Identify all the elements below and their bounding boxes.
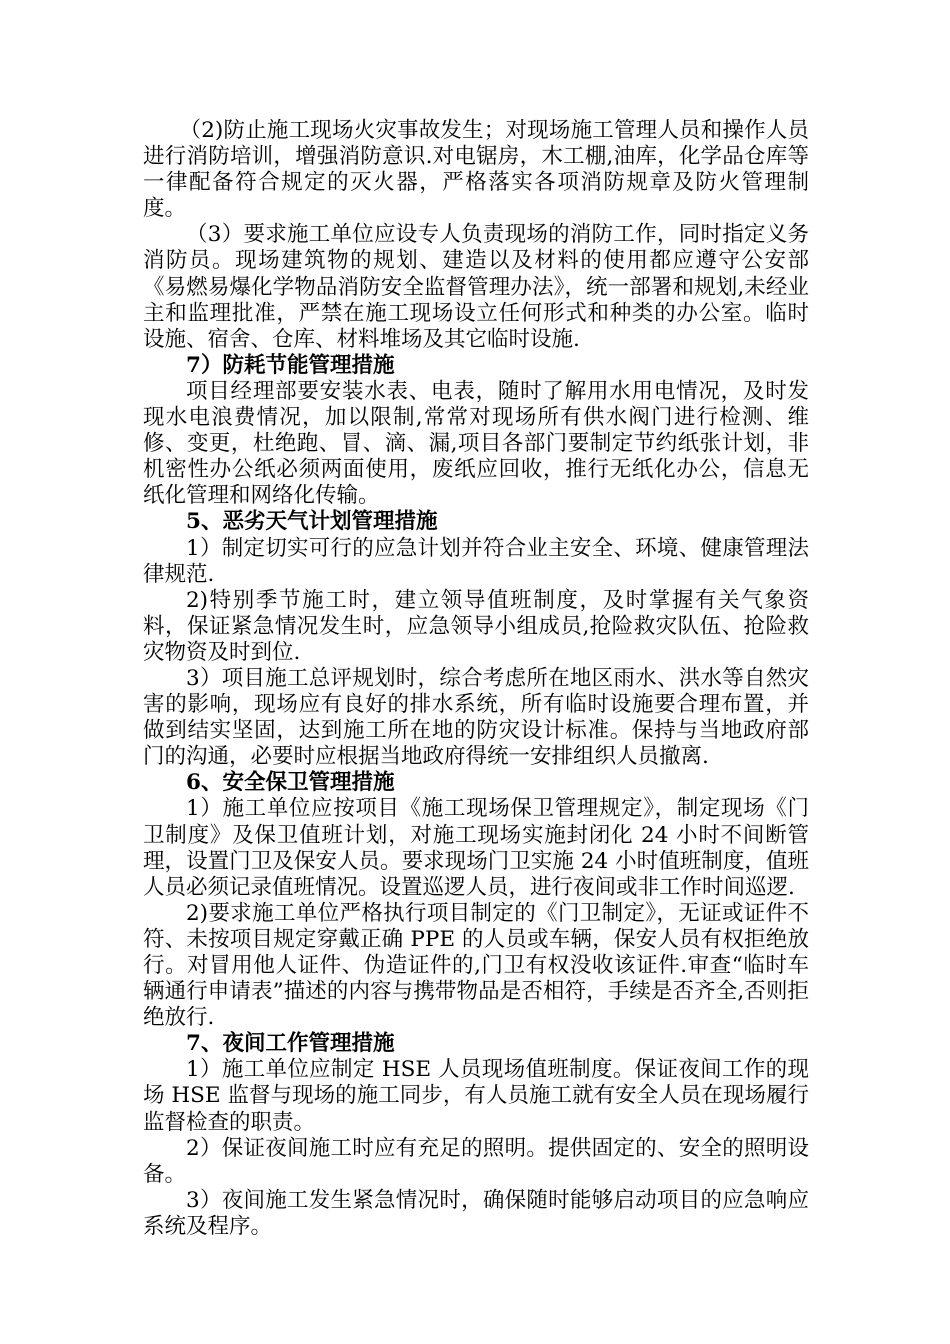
paragraph-weather-1: 1）制定切实可行的应急计划并符合业主安全、环境、健康管理法律规范. [143, 535, 809, 587]
paragraph-weather-3: 3）项目施工总评规划时，综合考虑所在地区雨水、洪水等自然灾害的影响，现场应有良好的排水系统，所有临时设施要合理布置，并做到结实坚固，达到施工所在地的防灾设计标准。保持与当地政府部门的沟通，必要时应根据当地政府得统一安排组织人员撤离. [143, 665, 809, 770]
heading-bad-weather: 5、恶劣天气计划管理措施 [186, 509, 438, 535]
heading-energy-saving: 7）防耗节能管理措施 [186, 352, 395, 378]
paragraph-security-1: 1）施工单位应按项目《施工现场保卫管理规定》，制定现场《门卫制度》及保卫值班计划，对施工现场实施封闭化 24 小时不间断管理，设置门卫及保安人员。要求现场门卫实施 24 小时值班制度，值班人员必须记录值班情况。设置巡逻人员，进行夜间或非工作时间巡逻. [143, 796, 809, 900]
heading-night-work: 7、夜间工作管理措施 [186, 1031, 395, 1057]
paragraph-fire-duty: （3）要求施工单位应设专人负责现场的消防工作，同时指定义务消防员。现场建筑物的规划、建造以及材料的使用都应遵守公安部《易燃易爆化学物品消防安全监督管理办法》，统一部署和规划,未经业主和监理批准，严禁在施工现场设立任何形式和种类的办公室。临时设施、宿舍、仓库、材料堆场及其它临时设施. [143, 222, 809, 352]
heading-security: 6、安全保卫管理措施 [186, 770, 395, 796]
paragraph-security-2: 2)要求施工单位严格执行项目制定的《门卫制定》，无证或证件不符、未按项目规定穿戴正确 PPE 的人员或车辆，保安人员有权拒绝放行。对冒用他人证件、伪造证件的,门卫有权没收该证件.审查“临时车辆通行申请表”描述的内容与携带物品是否相符，手续是否齐全,否则拒绝放行. [143, 900, 809, 1031]
paragraph-energy-saving: 项目经理部要安装水表、电表，随时了解用水用电情况，及时发现水电浪费情况，加以限制,常常对现场所有供水阀门进行检测、维修、变更，杜绝跑、冒、滴、漏,项目各部门要制定节约纸张计划，非机密性办公纸必须两面使用，废纸应回收，推行无纸化办公，信息无纸化管理和网络化传输。 [143, 378, 809, 509]
paragraph-night-3: 3）夜间施工发生紧急情况时，确保随时能够启动项目的应急响应系统及程序。 [143, 1187, 809, 1239]
paragraph-night-2: 2）保证夜间施工时应有充足的照明。提供固定的、安全的照明设备。 [143, 1135, 809, 1187]
paragraph-fire-prevention: （2)防止施工现场火灾事故发生；对现场施工管理人员和操作人员进行消防培训，增强消防意识.对电锯房，木工棚,油库，化学品仓库等一律配备符合规定的灭火器，严格落实各项消防规章及防火管理制度。 [143, 118, 809, 222]
paragraph-weather-2: 2)特别季节施工时，建立领导值班制度，及时掌握有关气象资料，保证紧急情况发生时，应急领导小组成员,抢险救灾队伍、抢险救灾物资及时到位. [143, 587, 809, 665]
paragraph-night-1: 1）施工单位应制定 HSE 人员现场值班制度。保证夜间工作的现场 HSE 监督与现场的施工同步，有人员施工就有安全人员在现场履行监督检查的职责。 [143, 1057, 809, 1135]
document-body [143, 118, 809, 1240]
